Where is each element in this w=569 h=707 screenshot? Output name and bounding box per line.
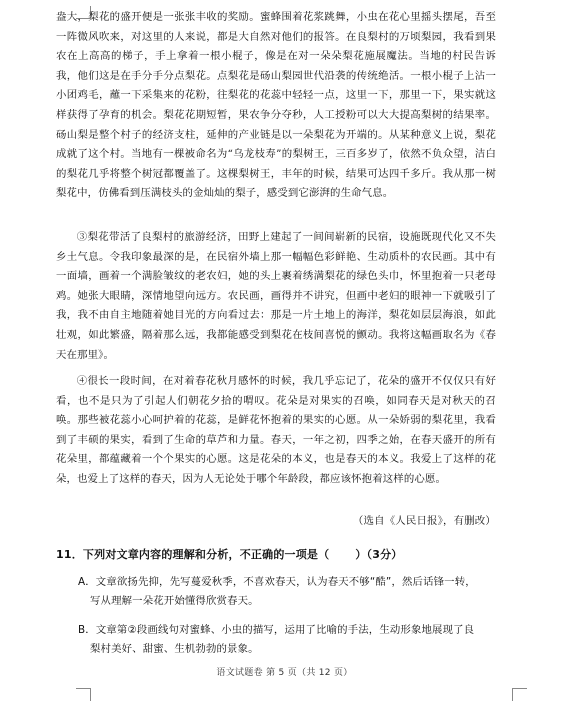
question-text: 下列对文章内容的理解和分析，不正确的一项是（ <box>82 548 330 561</box>
question-score: ）（3分） <box>355 548 403 561</box>
option-a <box>78 573 518 611</box>
option-b <box>78 621 518 659</box>
option-b-line-1: B．文章第②段画线句对蜜蜂、小虫的描写，运用了比喻的手法，生动形象地展现了良 <box>78 624 475 636</box>
source-note: （选自《人民日报》，有删改） <box>352 515 496 527</box>
question-11-stem <box>56 546 516 562</box>
option-b-line-2: 梨村美好、甜蜜、生机勃勃的景象。 <box>90 643 259 655</box>
article-paragraph-3: ③梨花带活了良梨村的旅游经济，田野上建起了一间间崭新的民宿，设施既现代化又不失乡土气息。令我印象最深的是，在民宿外墙上那一幅幅色彩鲜艳、生动质朴的农民画。其中有一面墙，画着一个满脸皱纹的老农妇，她的头上裹着绣满梨花的绿色头巾，怀里抱着一只老母鸡。她张大眼睛，深情地望向远方。农民画，画得并不讲究，但画中老妇的眼神一下就吸引了我，我不由自主地随着她目光的方向看过去：那是一片土地上的海洋，梨花如层层海浪，如此壮观，如此繁盛，隔着那么远，我都能感受到梨花在枝间喜悦的颤动。我将这幅画取名为《春天在那里》。 <box>56 231 496 361</box>
crop-mark-bottom-left <box>76 688 91 701</box>
question-number: 11． <box>56 548 83 561</box>
article-paragraph-1: 盎大，梨花的盛开便是一张张丰收的奖励。蜜蜂围着花浆跳舞，小虫在花心里摇头摆尾，吾至一阵微风吹来，对这里的人来说，都是大自然对他们的报答。在良梨村的万顷梨园，我看到果农在上高高的梯子，手上拿着一根小棍子，像是在对一朵朵梨花施展魔法。当地的村民告诉我，他们这是在手分手分点梨花。点梨花是砀山梨园世代沿袭的传统绝活。一根小棍子上沾一小团鸡毛，蘸一下采集来的花粉，往梨花的花蕊中轻轻一点，这里一下，那里一下，果实就这样获得了孕育的机会。梨花花期短暂，果农争分夺秒，人工授粉可以大大提高梨树的结果率。砀山梨是整个村子的经济支柱，延伸的产业链是以一朵梨花为开端的。从某种意义上说，梨花成就了这个村。当地有一棵被命名为“乌龙枝寿”的梨树王，三百多岁了，依然不负众望，洁白的梨花几乎将整个树冠都覆盖了。这棵梨树王，丰年的时候，结果可达四千多斤。我从那一树梨花中，仿佛看到压满枝头的金灿灿的梨子，感受到它澎湃的生命气息。 <box>56 11 496 200</box>
option-a-line-2: 写从理解一朵花开始懂得欣赏春天。 <box>90 595 259 607</box>
article-paragraph-4: ④很长一段时间，在对着春花秋月感怀的时候，我几乎忘记了，花朵的盛开不仅仅只有好看，也不是只为了引起人们朝花夕拾的喟叹。花朵是对果实的召唤，如同春天是对秋天的召唤。那些被花蕊小心呵护着的花蕊，是鲜花怀抱着的果实的心愿。从一朵娇弱的梨花里，我看到了丰硕的果实，看到了生命的草芦和力量。春天，一年之初，四季之始，在春天盛开的所有花朵里，都蕴藏着一个个果实的心愿。这是花朵的本义，也是春天的本义。我爱上了这样的花朵，也爱上了这样的春天，因为人无论处于哪个年龄段，都应该怀抱着这样的心愿。 <box>56 375 496 485</box>
option-a-line-1: A．文章欲扬先抑，先写蔓爱秋季，不喜欢春天，认为春天不够“酷”，然后话锋一转， <box>78 576 476 588</box>
page-footer: 语文试题卷 第 5 页（共 12 页） <box>216 668 353 678</box>
crop-mark-bottom-right <box>512 688 527 701</box>
